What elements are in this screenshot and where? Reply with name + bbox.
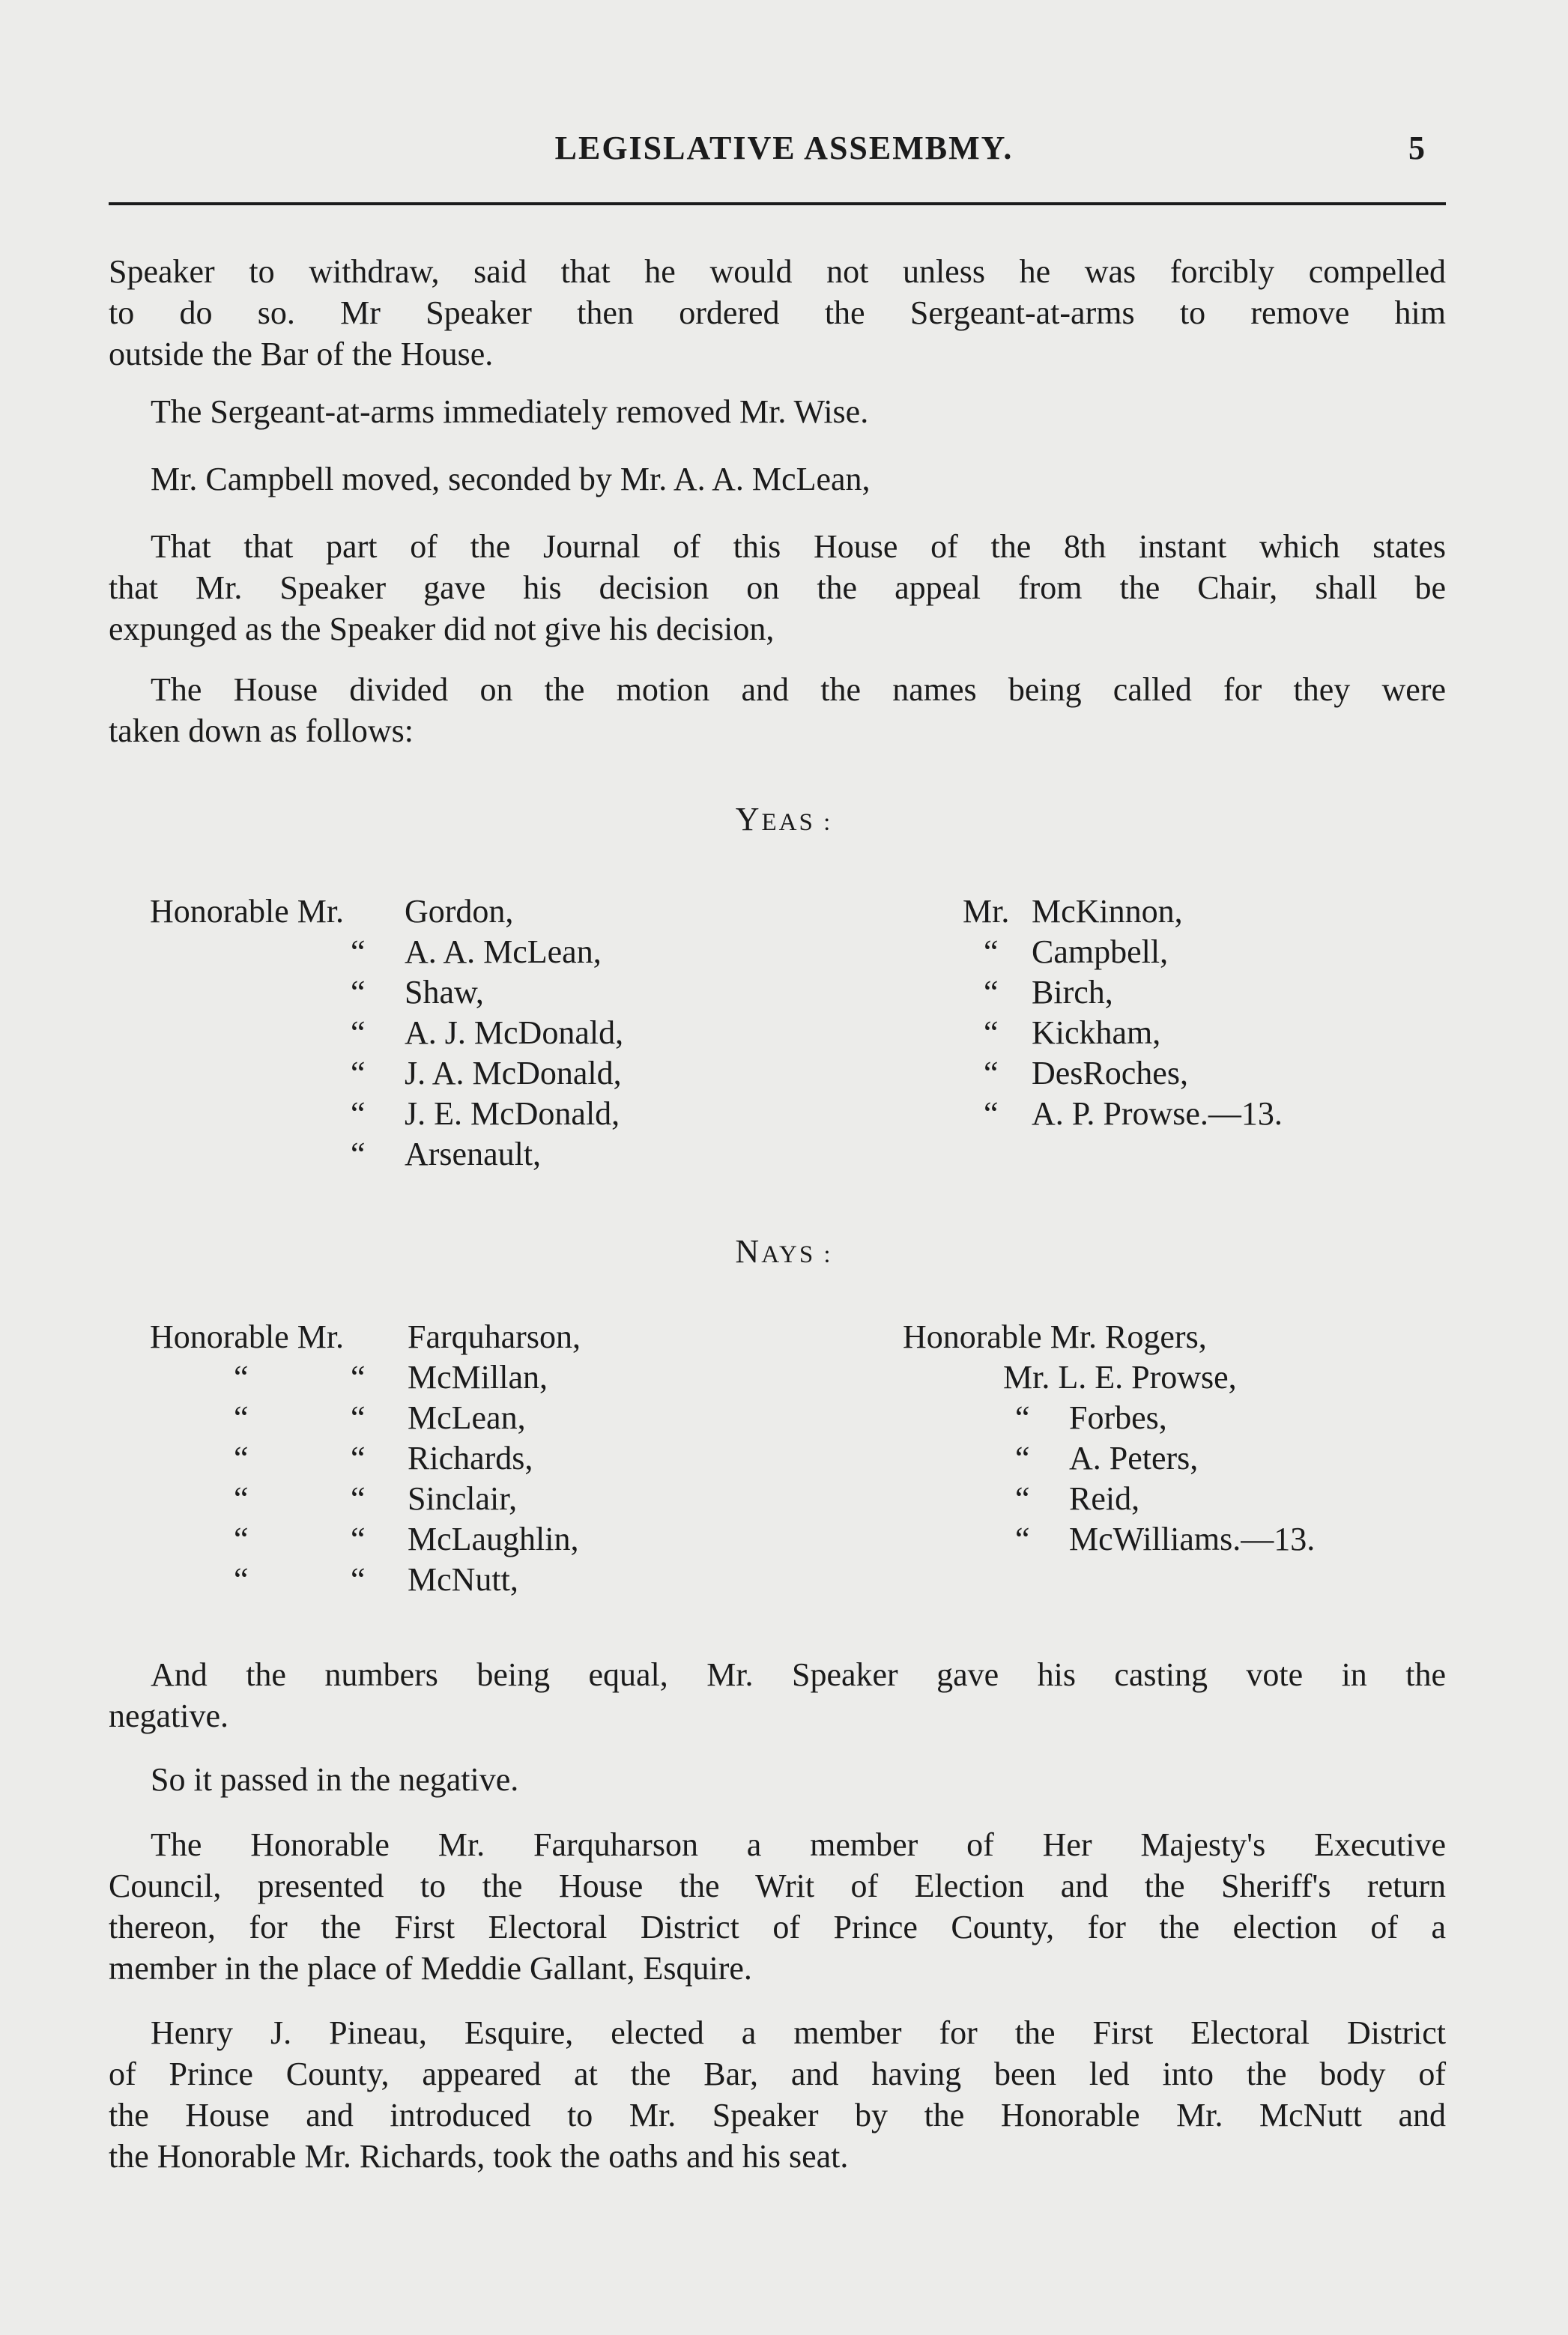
nays-right-list <box>903 1317 1442 1560</box>
member-name: McLaughlin, <box>408 1521 579 1557</box>
list-item <box>903 1479 1442 1519</box>
member-prefix: Mr. <box>963 893 1010 930</box>
member-name: A. P. Prowse.—13. <box>1032 1095 1283 1132</box>
nays-heading-rest: AYS : <box>761 1241 833 1268</box>
text-line: expunged as the Speaker did not give his decision, <box>109 611 775 647</box>
ditto-mark: “ <box>351 933 366 970</box>
ditto-mark: “ <box>1015 1399 1030 1436</box>
text-line: Speaker to withdraw, said that he would not unless he was forcibly compelled <box>109 253 1446 290</box>
member-name: McMillan, <box>408 1359 548 1396</box>
member-name: McKinnon, <box>1032 893 1183 930</box>
ditto-mark: “ <box>984 1014 999 1051</box>
member-name: Farquharson, <box>408 1318 581 1355</box>
text-line: Mr. Campbell moved, seconded by Mr. A. A. McLean, <box>151 461 871 497</box>
list-item <box>150 1479 749 1519</box>
ditto-mark: “ <box>351 1055 366 1091</box>
paragraph-speaker-withdraw <box>109 251 1446 375</box>
member-prefix: Honorable Mr. <box>150 893 345 930</box>
nays-left-list <box>150 1317 749 1600</box>
ditto-mark: “ <box>351 1095 366 1132</box>
ditto-mark: “ <box>351 974 366 1011</box>
ditto-mark: “ <box>351 1521 366 1557</box>
list-item <box>963 972 1450 1013</box>
list-item <box>150 972 734 1013</box>
nays-heading <box>0 1232 1568 1271</box>
ditto-mark: “ <box>351 1561 366 1598</box>
member-name: Campbell, <box>1032 933 1169 970</box>
list-item <box>903 1357 1442 1398</box>
ditto-mark: “ <box>234 1359 249 1396</box>
member-name: A. J. McDonald, <box>405 1014 624 1051</box>
member-name: Mr. L. E. Prowse, <box>1003 1359 1237 1396</box>
text-line: to do so. Mr Speaker then ordered the Sergeant-at-arms to remove him <box>109 294 1446 331</box>
ditto-mark: “ <box>234 1399 249 1436</box>
text-line: outside the Bar of the House. <box>109 336 494 372</box>
member-name: McLean, <box>408 1399 526 1436</box>
text-line: The House divided on the motion and the names being called for they were <box>151 671 1446 708</box>
list-item <box>903 1438 1442 1479</box>
ditto-mark: “ <box>984 974 999 1011</box>
ditto-mark: “ <box>351 1014 366 1051</box>
ditto-mark: “ <box>234 1521 249 1557</box>
text-line: taken down as follows: <box>109 712 414 749</box>
text-line: negative. <box>109 1698 229 1734</box>
list-item <box>150 1134 734 1175</box>
yeas-right-list <box>963 891 1450 1134</box>
yeas-heading-initial: Y <box>735 801 762 838</box>
member-name: Honorable Mr. Rogers, <box>903 1318 1207 1355</box>
list-item <box>150 891 734 932</box>
yeas-heading-rest: EAS : <box>761 809 833 836</box>
ditto-mark: “ <box>234 1480 249 1517</box>
member-name: Richards, <box>408 1440 533 1477</box>
text-line: the Honorable Mr. Richards, took the oaths and his seat. <box>109 2138 849 2175</box>
paragraph-casting-vote <box>109 1654 1446 1736</box>
list-item <box>150 1013 734 1053</box>
paragraph-house-divided <box>109 669 1446 751</box>
list-item <box>150 1519 749 1560</box>
member-name: DesRoches, <box>1032 1055 1188 1091</box>
member-name: Forbes, <box>1069 1399 1167 1436</box>
member-name: Reid, <box>1069 1480 1140 1517</box>
member-name: Arsenault, <box>405 1136 542 1172</box>
page-header-title: LEGISLATIVE ASSEMBMY. <box>554 130 1014 166</box>
member-name: A. A. McLean, <box>405 933 602 970</box>
nays-heading-initial: N <box>735 1233 762 1270</box>
text-line: And the numbers being equal, Mr. Speaker gave his casting vote in the <box>151 1656 1446 1693</box>
list-item <box>963 932 1450 972</box>
ditto-mark: “ <box>984 1055 999 1091</box>
list-item <box>150 1094 734 1134</box>
member-name: Kickham, <box>1032 1014 1161 1051</box>
text-line: the House and introduced to Mr. Speaker by the Honorable Mr. McNutt and <box>109 2097 1446 2133</box>
paragraph-pineau-seated <box>109 2012 1446 2177</box>
paragraph-campbell-moved <box>151 458 1446 500</box>
ditto-mark: “ <box>984 1095 999 1132</box>
ditto-mark: “ <box>351 1399 366 1436</box>
ditto-mark: “ <box>234 1440 249 1477</box>
paragraph-sergeant-removed <box>151 391 1446 432</box>
member-name: Birch, <box>1032 974 1113 1011</box>
member-name: McWilliams.—13. <box>1069 1521 1316 1557</box>
ditto-mark: “ <box>984 933 999 970</box>
list-item <box>903 1519 1442 1560</box>
member-prefix: Honorable Mr. <box>150 1318 345 1355</box>
list-item <box>150 932 734 972</box>
list-item <box>150 1438 749 1479</box>
list-item <box>963 1094 1450 1134</box>
yeas-left-list <box>150 891 734 1175</box>
list-item <box>150 1053 734 1094</box>
member-name: A. Peters, <box>1069 1440 1199 1477</box>
text-line: member in the place of Meddie Gallant, Esquire. <box>109 1950 752 1987</box>
text-line: that Mr. Speaker gave his decision on the appeal from the Chair, shall be <box>109 569 1446 606</box>
list-item <box>963 891 1450 932</box>
text-line: The Sergeant-at-arms immediately removed Mr. Wise. <box>151 393 869 430</box>
page-number: 5 <box>1408 130 1425 166</box>
list-item <box>963 1053 1450 1094</box>
ditto-mark: “ <box>351 1440 366 1477</box>
ditto-mark: “ <box>1015 1440 1030 1477</box>
text-line: Henry J. Pineau, Esquire, elected a member for the First Electoral District <box>151 2014 1446 2051</box>
list-item <box>150 1317 749 1357</box>
list-item <box>903 1317 1442 1357</box>
ditto-mark: “ <box>1015 1480 1030 1517</box>
list-item <box>150 1357 749 1398</box>
paragraph-motion <box>109 526 1446 649</box>
ditto-mark: “ <box>234 1561 249 1598</box>
list-item <box>903 1398 1442 1438</box>
paragraph-passed-negative <box>151 1759 1446 1800</box>
text-line: of Prince County, appeared at the Bar, and having been led into the body of <box>109 2056 1446 2092</box>
ditto-mark: “ <box>1015 1521 1030 1557</box>
ditto-mark: “ <box>351 1480 366 1517</box>
member-name: Gordon, <box>405 893 514 930</box>
text-line: So it passed in the negative. <box>151 1761 519 1798</box>
yeas-heading <box>0 800 1568 838</box>
member-name: McNutt, <box>408 1561 518 1598</box>
paragraph-writ-of-election <box>109 1824 1446 1989</box>
text-line: That that part of the Journal of this House of the 8th instant which states <box>151 528 1446 565</box>
ditto-mark: “ <box>351 1359 366 1396</box>
text-line: The Honorable Mr. Farquharson a member of Her Majesty's Executive <box>151 1826 1446 1863</box>
member-name: Sinclair, <box>408 1480 518 1517</box>
text-line: thereon, for the First Electoral District of Prince County, for the election of a <box>109 1909 1446 1945</box>
text-line: Council, presented to the House the Writ of Election and the Sheriff's return <box>109 1868 1446 1904</box>
list-item <box>963 1013 1450 1053</box>
list-item <box>150 1398 749 1438</box>
member-name: J. E. McDonald, <box>405 1095 620 1132</box>
header-rule <box>109 202 1446 205</box>
list-item <box>150 1560 749 1600</box>
member-name: J. A. McDonald, <box>405 1055 622 1091</box>
member-name: Shaw, <box>405 974 484 1011</box>
ditto-mark: “ <box>351 1136 366 1172</box>
